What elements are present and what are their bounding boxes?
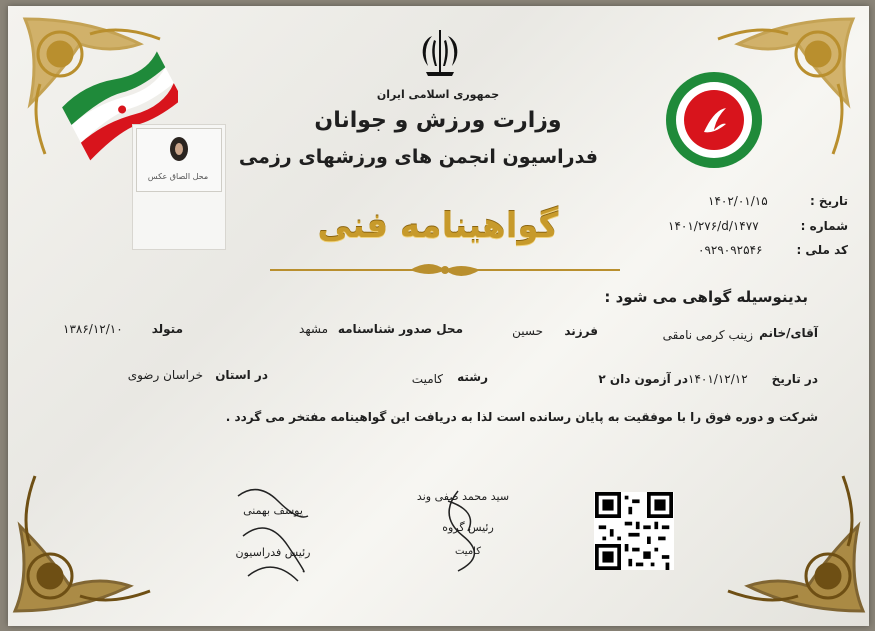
- province-label: در استان: [215, 368, 268, 382]
- header-ministry: وزارت ورزش و جوانان: [314, 108, 562, 133]
- header-republic: جمهوری اسلامی ایران: [376, 88, 500, 101]
- photo-caption: محل الصاق عکس: [147, 172, 209, 181]
- born-label: متولد: [151, 322, 183, 336]
- national-id-label: کد ملی :: [796, 243, 848, 257]
- photo: [136, 128, 222, 192]
- ornament-corner-icon: [10, 466, 160, 616]
- header-federation: فدراسیون انجمن های ورزشهای رزمی: [238, 146, 598, 168]
- signature-left: [228, 476, 318, 586]
- qr-code-icon: [594, 492, 674, 570]
- name-label: آقای/خانم: [759, 326, 818, 340]
- number-label: شماره :: [800, 219, 848, 233]
- signature-middle-title: رئیس گروه: [442, 521, 494, 534]
- province-value: خراسان رضوی: [127, 368, 203, 382]
- signature-middle-sub: کامیت: [454, 546, 481, 557]
- date-label: تاریخ :: [809, 194, 848, 208]
- signature-left-title: رئیس فدراسیون: [235, 546, 311, 559]
- certificate: [8, 6, 869, 626]
- issue-place-label: محل صدور شناسنامه: [337, 322, 463, 336]
- federation-logo: [664, 70, 764, 170]
- person-icon: [137, 129, 221, 169]
- born-value: ۱۳۸۶/۱۲/۱۰: [63, 322, 123, 336]
- national-id-value: ۰۹۲۹۰۹۲۵۴۶: [698, 243, 763, 257]
- father-value: حسین: [512, 324, 543, 338]
- name-value: زینب کرمی نامقی: [662, 328, 753, 342]
- certificate-title: گواهینامه فنی: [317, 206, 559, 246]
- exam-date-label: در تاریخ: [771, 372, 818, 386]
- federation-logo-icon: [664, 70, 764, 170]
- ornament-corner-icon: [718, 466, 868, 616]
- intro-text: بدینوسیله گواهی می شود :: [604, 288, 808, 306]
- exam-text: در آزمون دان ۲: [598, 372, 688, 386]
- signature-middle-name: سید محمد صفی وند: [416, 490, 510, 503]
- title-divider: [270, 258, 620, 282]
- iran-emblem-icon: [412, 26, 468, 82]
- exam-date-value: ۱۴۰۱/۱۲/۱۲: [688, 372, 748, 386]
- number-value: ۱۴۰۱/۲۷۶/d/۱۴۷۷: [668, 219, 759, 233]
- issue-place-value: مشهد: [299, 322, 328, 336]
- field-label: رشته: [457, 370, 488, 384]
- date-value: ۱۴۰۲/۰۱/۱۵: [708, 194, 768, 208]
- field-value: کامیت: [411, 372, 443, 386]
- father-label: فرزند: [564, 324, 598, 338]
- qr-code[interactable]: [594, 492, 674, 570]
- signature-left-name: یوسف بهمنی: [243, 504, 303, 517]
- completion-text: شرکت و دوره فوق را با موفقیت به پایان رسانده است لذا به دریافت این گواهینامه مفتخر می گردد .: [225, 410, 818, 424]
